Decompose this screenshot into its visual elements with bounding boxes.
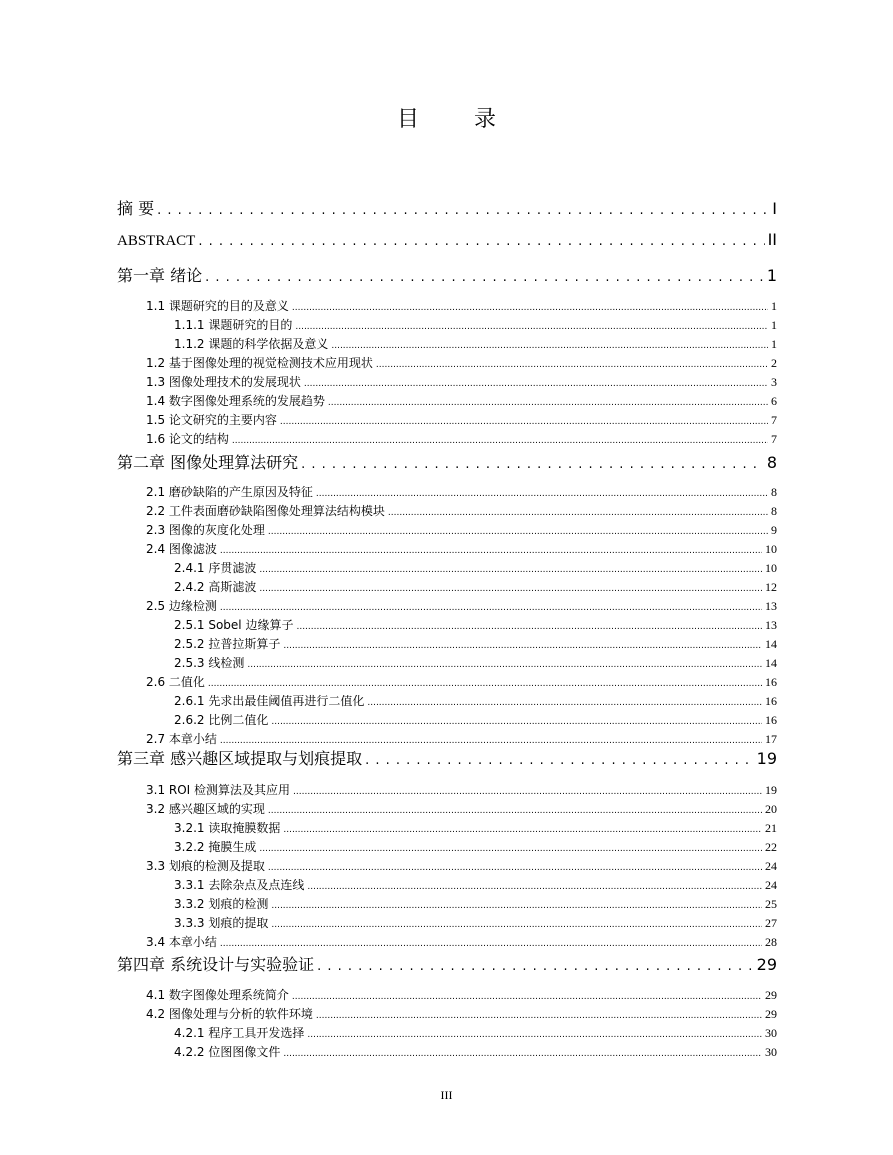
toc-entry-label: 3.2 感兴趣区域的实现 bbox=[146, 802, 265, 816]
toc-entry[interactable] bbox=[146, 986, 777, 1003]
toc-entry[interactable] bbox=[117, 230, 777, 250]
toc-entry-page: 8 bbox=[771, 504, 777, 518]
toc-entry-label: 4.2.1 程序工具开发选择 bbox=[174, 1026, 305, 1040]
toc-dot-leader bbox=[205, 266, 764, 285]
toc-dot-leader bbox=[259, 580, 762, 594]
toc-entry-label: 4.1 数字图像处理系统简介 bbox=[146, 988, 289, 1002]
toc-entry-page: 13 bbox=[765, 618, 777, 632]
toc-entry[interactable] bbox=[146, 800, 777, 817]
toc-entry[interactable] bbox=[174, 635, 777, 652]
toc-entry[interactable] bbox=[146, 673, 777, 690]
toc-dot-leader bbox=[304, 375, 768, 389]
toc-entry-label: 3.2.1 读取掩膜数据 bbox=[174, 821, 281, 835]
toc-dot-leader bbox=[220, 935, 762, 949]
toc-dot-leader bbox=[283, 637, 762, 651]
toc-entry-page: 14 bbox=[765, 637, 777, 651]
toc-entry-label: 1.3 图像处理技术的发展现状 bbox=[146, 375, 301, 389]
toc-entry-label: 3.1 ROI 检测算法及其应用 bbox=[146, 783, 291, 797]
toc-entry-page: 29 bbox=[765, 1007, 777, 1021]
toc-entry-label: 2.3 图像的灰度化处理 bbox=[146, 523, 265, 537]
toc-entry[interactable] bbox=[146, 597, 777, 614]
toc-entry-label: 2.6 二值化 bbox=[146, 675, 205, 689]
toc-entry-label: 3.3.1 去除杂点及点连线 bbox=[174, 878, 305, 892]
toc-dot-leader bbox=[367, 694, 762, 708]
toc-entry-label: 摘 要 bbox=[117, 199, 155, 218]
toc-entry[interactable] bbox=[146, 521, 777, 538]
toc-entry-page: 17 bbox=[765, 732, 777, 746]
toc-entry[interactable] bbox=[117, 263, 777, 286]
toc-entry[interactable] bbox=[146, 502, 777, 519]
toc-entry[interactable] bbox=[174, 819, 777, 836]
toc-entry[interactable] bbox=[117, 746, 777, 769]
toc-entry[interactable] bbox=[174, 692, 777, 709]
toc-entry[interactable] bbox=[146, 781, 777, 798]
toc-entry-page: 16 bbox=[765, 675, 777, 689]
toc-entry[interactable] bbox=[146, 857, 777, 874]
toc-entry[interactable] bbox=[174, 616, 777, 633]
toc-entry-page: 16 bbox=[765, 694, 777, 708]
toc-entry-page: 6 bbox=[771, 394, 777, 408]
toc-entry[interactable] bbox=[146, 297, 777, 314]
toc-entry[interactable] bbox=[174, 914, 777, 931]
toc-dot-leader bbox=[198, 230, 764, 249]
toc-dot-leader bbox=[296, 618, 762, 632]
toc-dot-leader bbox=[316, 485, 768, 499]
toc-entry[interactable] bbox=[174, 578, 777, 595]
toc-entry-label: 1.1 课题研究的目的及意义 bbox=[146, 299, 289, 313]
toc-dot-leader bbox=[388, 504, 768, 518]
toc-entry-page: II bbox=[767, 230, 777, 249]
toc-entry[interactable] bbox=[174, 1024, 777, 1041]
toc-entry[interactable] bbox=[146, 483, 777, 500]
toc-entry[interactable] bbox=[174, 838, 777, 855]
toc-entry[interactable] bbox=[174, 654, 777, 671]
toc-entry-label: 1.6 论文的结构 bbox=[146, 432, 229, 446]
toc-dot-leader bbox=[271, 713, 762, 727]
toc-entry-page: 28 bbox=[765, 935, 777, 949]
toc-entry[interactable] bbox=[174, 1043, 777, 1060]
toc-dot-leader bbox=[283, 1045, 762, 1059]
toc-dot-leader bbox=[292, 988, 762, 1002]
toc-entry-label: 2.5 边缘检测 bbox=[146, 599, 217, 613]
toc-entry-label: 3.3.3 划痕的提取 bbox=[174, 916, 269, 930]
toc-dot-leader bbox=[280, 413, 768, 427]
toc-entry[interactable] bbox=[117, 196, 777, 219]
toc-entry-label: 2.5.3 线检测 bbox=[174, 656, 245, 670]
toc-dot-leader bbox=[259, 840, 762, 854]
toc-dot-leader bbox=[271, 897, 762, 911]
toc-entry-page: 1 bbox=[771, 318, 777, 332]
toc-entry-label: 2.6.1 先求出最佳阈值再进行二值化 bbox=[174, 694, 365, 708]
toc-dot-leader bbox=[292, 299, 768, 313]
toc-entry[interactable] bbox=[174, 895, 777, 912]
toc-dot-leader bbox=[376, 356, 768, 370]
toc-entry-page: 30 bbox=[765, 1045, 777, 1059]
toc-dot-leader bbox=[293, 783, 762, 797]
toc-entry-label: 3.4 本章小结 bbox=[146, 935, 217, 949]
toc-entry-page: 3 bbox=[771, 375, 777, 389]
toc-entry-label: 2.6.2 比例二值化 bbox=[174, 713, 269, 727]
toc-entry[interactable] bbox=[146, 540, 777, 557]
toc-entry-label: 4.2.2 位图图像文件 bbox=[174, 1045, 281, 1059]
toc-dot-leader bbox=[232, 432, 768, 446]
toc-dot-leader bbox=[365, 749, 754, 768]
toc-entry-page: 30 bbox=[765, 1026, 777, 1040]
toc-entry-label: 3.2.2 掩膜生成 bbox=[174, 840, 257, 854]
toc-entry-label: 1.5 论文研究的主要内容 bbox=[146, 413, 277, 427]
toc-entry-label: 第四章 系统设计与实验验证 bbox=[117, 955, 315, 974]
toc-entry-label: 2.4 图像滤波 bbox=[146, 542, 217, 556]
toc-dot-leader bbox=[328, 394, 768, 408]
toc-entry-label: 1.1.2 课题的科学依据及意义 bbox=[174, 337, 329, 351]
toc-entry[interactable] bbox=[146, 730, 777, 747]
toc-entry-label: 2.7 本章小结 bbox=[146, 732, 217, 746]
toc-entry-page: 8 bbox=[766, 453, 777, 472]
toc-dot-leader bbox=[301, 453, 764, 472]
toc-entry-page: I bbox=[772, 199, 777, 218]
toc-entry-label: 2.2 工件表面磨砂缺陷图像处理算法结构模块 bbox=[146, 504, 385, 518]
toc-entry[interactable] bbox=[174, 876, 777, 893]
toc-entry-page: 1 bbox=[771, 337, 777, 351]
toc-dot-leader bbox=[247, 656, 762, 670]
toc-entry-page: 27 bbox=[765, 916, 777, 930]
toc-entry-label: 2.1 磨砂缺陷的产生原因及特征 bbox=[146, 485, 313, 499]
page-title: 目 录 bbox=[397, 107, 520, 132]
toc-entry-page: 24 bbox=[765, 878, 777, 892]
toc-entry-page: 19 bbox=[765, 783, 777, 797]
toc-entry[interactable] bbox=[146, 1005, 777, 1022]
toc-entry-page: 22 bbox=[765, 840, 777, 854]
toc-dot-leader bbox=[220, 599, 762, 613]
toc-entry-label: 第三章 感兴趣区域提取与划痕提取 bbox=[117, 749, 363, 768]
toc-entry-label: 1.4 数字图像处理系统的发展趋势 bbox=[146, 394, 325, 408]
toc-entry[interactable] bbox=[146, 354, 777, 371]
toc-entry[interactable] bbox=[174, 335, 777, 352]
toc-entry[interactable] bbox=[146, 430, 777, 447]
toc-dot-leader bbox=[268, 859, 762, 873]
toc-entry-page: 19 bbox=[756, 749, 777, 768]
toc-dot-leader bbox=[268, 523, 768, 537]
toc-entry-label: 2.5.2 拉普拉斯算子 bbox=[174, 637, 281, 651]
toc-dot-leader bbox=[283, 821, 762, 835]
toc-entry[interactable] bbox=[146, 933, 777, 950]
toc-entry[interactable] bbox=[117, 450, 777, 473]
toc-dot-leader bbox=[268, 802, 762, 816]
toc-entry-page: 9 bbox=[771, 523, 777, 537]
toc-entry-page: 7 bbox=[771, 413, 777, 427]
toc-entry[interactable] bbox=[174, 711, 777, 728]
toc-entry-page: 2 bbox=[771, 356, 777, 370]
toc-entry-page: 21 bbox=[765, 821, 777, 835]
toc-dot-leader bbox=[208, 675, 762, 689]
toc-entry-page: 10 bbox=[765, 542, 777, 556]
toc-entry-page: 29 bbox=[765, 988, 777, 1002]
toc-dot-leader bbox=[331, 337, 768, 351]
toc-entry-label: 4.2 图像处理与分析的软件环境 bbox=[146, 1007, 313, 1021]
toc-entry[interactable] bbox=[174, 316, 777, 333]
toc-entry-label: ABSTRACT bbox=[117, 233, 196, 249]
toc-dot-leader bbox=[259, 561, 762, 575]
toc-entry-label: 1.2 基于图像处理的视觉检测技术应用现状 bbox=[146, 356, 373, 370]
toc-entry-page: 16 bbox=[765, 713, 777, 727]
toc-entry-page: 29 bbox=[756, 955, 777, 974]
toc-dot-leader bbox=[271, 916, 762, 930]
toc-entry-label: 1.1.1 课题研究的目的 bbox=[174, 318, 293, 332]
page-number-footer: III bbox=[440, 1088, 453, 1102]
toc-dot-leader bbox=[220, 542, 762, 556]
toc-dot-leader bbox=[317, 955, 754, 974]
toc-entry-label: 2.5.1 Sobel 边缘算子 bbox=[174, 618, 294, 632]
toc-dot-leader bbox=[157, 199, 769, 218]
toc-dot-leader bbox=[307, 1026, 762, 1040]
toc-entry-page: 14 bbox=[765, 656, 777, 670]
toc-entry-page: 1 bbox=[766, 266, 777, 285]
toc-entry-page: 25 bbox=[765, 897, 777, 911]
toc-entry-label: 2.4.1 序贯滤波 bbox=[174, 561, 257, 575]
toc-entry-page: 7 bbox=[771, 432, 777, 446]
toc-entry-page: 20 bbox=[765, 802, 777, 816]
toc-entry-label: 第一章 绪论 bbox=[117, 266, 203, 285]
toc-dot-leader bbox=[220, 732, 762, 746]
toc-dot-leader bbox=[307, 878, 762, 892]
toc-entry-label: 3.3.2 划痕的检测 bbox=[174, 897, 269, 911]
toc-entry-page: 8 bbox=[771, 485, 777, 499]
toc-entry[interactable] bbox=[117, 952, 777, 975]
toc-entry-page: 10 bbox=[765, 561, 777, 575]
toc-entry[interactable] bbox=[146, 411, 777, 428]
toc-entry-page: 24 bbox=[765, 859, 777, 873]
toc-entry-page: 12 bbox=[765, 580, 777, 594]
toc-entry[interactable] bbox=[174, 559, 777, 576]
toc-entry-label: 3.3 划痕的检测及提取 bbox=[146, 859, 265, 873]
toc-dot-leader bbox=[295, 318, 768, 332]
toc-dot-leader bbox=[316, 1007, 762, 1021]
toc-entry-label: 第二章 图像处理算法研究 bbox=[117, 453, 299, 472]
toc-entry[interactable] bbox=[146, 373, 777, 390]
toc-entry-page: 1 bbox=[771, 299, 777, 313]
toc-entry-label: 2.4.2 高斯滤波 bbox=[174, 580, 257, 594]
toc-entry-page: 13 bbox=[765, 599, 777, 613]
toc-entry[interactable] bbox=[146, 392, 777, 409]
